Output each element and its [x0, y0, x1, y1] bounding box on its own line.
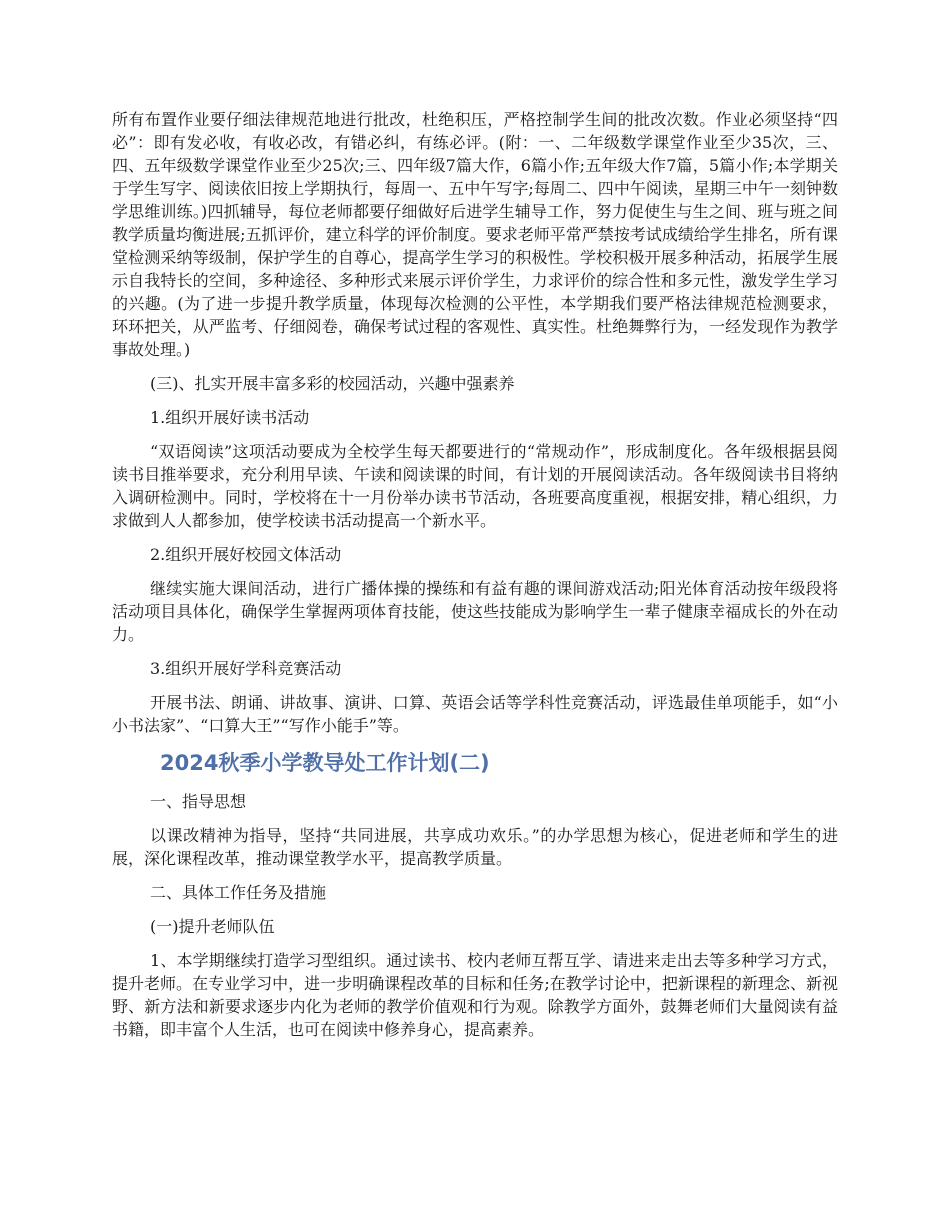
subheading-competition-activity: 3.组织开展好学科竞赛活动 — [150, 659, 342, 678]
paragraph-competition-activity: 开展书法、朗诵、讲故事、演讲、口算、英语会话等学科性竞赛活动，评选最佳单项能手，如“小小书法家”、“口算大王”“写作小能手”等。 — [112, 693, 838, 735]
paragraph-sports-activity: 继续实施大课间活动，进行广播体操的操练和有益有趣的课间游戏活动;阳光体育活动按年级段将活动项目具体化，确保学生掌握两项体育技能，使这些技能成为影响学生一辈子健康幸福成长的外在动力。 — [112, 579, 838, 644]
subheading-sports-activity: 2.组织开展好校园文体活动 — [150, 545, 342, 564]
paragraph-homework-rules: 所有布置作业要仔细法律规范地进行批改，杜绝积压，严格控制学生间的批改次数。作业必须坚持“四必”：即有发必收，有收必改，有错必纠，有练必评。(附：一、二年级数学课堂作业至少35次，三、四、五年级数学课堂作业至少25次;三、四年级7篇大作，6篇小作;五年级大作7篇，5篇小作;本学期关于学生写字、阅读依旧按上学期执行，每周一、五中午写字;每周二、四中午阅读，星期三中午一刻钟数学思维训练。)四抓辅导，每位老师都要仔细做好后进学生辅导工作，努力促使生与生之间、班与班之间教学质量均衡进展;五抓评价，建立科学的评价制度。要求老师平常严禁按考试成绩给学生排名，所有课堂检测采纳等级制，保护学生的自尊心，提高学生学习的积极性。学校积极开展多种活动，拓展学生展示自我特长的空间，多种途径、多种形式来展示评价学生，力求评价的综合性和多元性，激发学生学习的兴趣。(为了进一步提升教学质量，体现每次检测的公平性，本学期我们要严格法律规范检测要求，环环把关，从严监考、仔细阅卷，确保考试过程的客观性、真实性。杜绝舞弊行为，一经发现作为教学事故处理。) — [112, 110, 838, 359]
paragraph-teacher-team: 1、本学期继续打造学习型组织。通过读书、校内老师互帮互学、请进来走出去等多种学习方式，提升老师。在专业学习中，进一步明确课程改革的目标和任务;在教学讨论中，把新课程的新理念、新视野、新方法和新要求逐步内化为老师的教学价值观和行为观。除教学方面外，鼓舞老师们大量阅读有益书籍，即丰富个人生活，也可在阅读中修养身心，提高素养。 — [112, 951, 838, 1039]
section-heading-tasks: 二、具体工作任务及措施 — [150, 883, 327, 902]
document-title: 2024秋季小学教导处工作计划(二) — [160, 751, 490, 775]
paragraph-reading-activity: “双语阅读”这项活动要成为全校学生每天都要进行的“常规动作”，形成制度化。各年级根据县阅读书目推举要求，充分利用早读、午读和阅读课的时间，有计划的开展阅读活动。各年级阅读书目将纳入调研检测中。同时，学校将在十一月份举办读书节活动，各班要高度重视，根据安排，精心组织，力求做到人人都参加，使学校读书活动提高一个新水平。 — [112, 442, 838, 530]
subheading-reading-activity: 1.组织开展好读书活动 — [150, 408, 310, 427]
section-heading-guiding-ideology: 一、指导思想 — [150, 792, 247, 811]
paragraph-guiding-ideology: 以课改精神为指导，坚持“共同进展，共享成功欢乐。”的办学思想为核心，促进老师和学生的进展，深化课程改革，推动课堂教学水平，提高教学质量。 — [112, 826, 838, 868]
subheading-teacher-team: (一)提升老师队伍 — [150, 917, 275, 936]
section-heading-campus-activities: (三)、扎实开展丰富多彩的校园活动，兴趣中强素养 — [150, 374, 515, 393]
